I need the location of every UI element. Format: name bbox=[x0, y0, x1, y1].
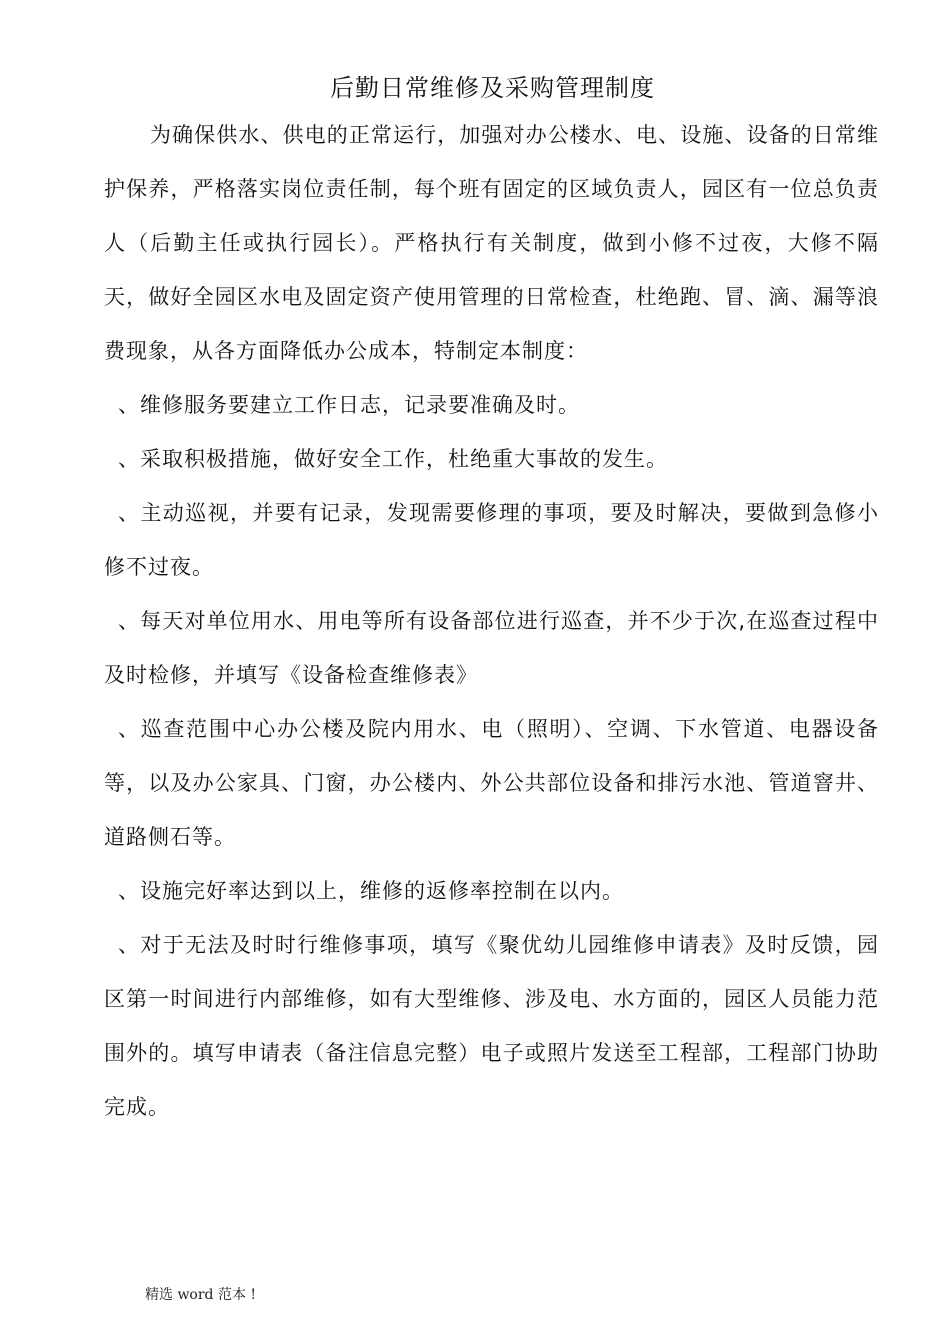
list-item: 、主动巡视，并要有记录，发现需要修理的事项，要及时解决，要做到急修小修不过夜。 bbox=[104, 501, 879, 579]
document-body bbox=[104, 108, 879, 1134]
intro-paragraph: 为确保供水、供电的正常运行，加强对办公楼水、电、设施、设备的日常维护保养，严格落实岗位责任制，每个班有固定的区域负责人，园区有一位总负责人（后勤主任或执行园长）。严格执行有关制度，做到小修不过夜，大修不隔天，做好全园区水电及固定资产使用管理的日常检查，杜绝跑、冒、滴、漏等浪费现象，从各方面降低办公成本，特制定本制度： bbox=[104, 123, 879, 363]
page-footer: 精选 word 范本 ! bbox=[145, 1287, 257, 1303]
list-item: 、对于无法及时时行维修事项，填写《聚优幼儿园维修申请表》及时反馈，园区第一时间进行内部维修，如有大型维修、涉及电、水方面的，园区人员能力范围外的。填写申请表（备注信息完整）电子或照片发送至工程部，工程部门协助完成。 bbox=[104, 933, 879, 1119]
list-item: 、采取积极措施，做好安全工作，杜绝重大事故的发生。 bbox=[118, 447, 668, 471]
document-title: 后勤日常维修及采购管理制度 bbox=[330, 74, 655, 102]
list-item: 、设施完好率达到以上，维修的返修率控制在以内。 bbox=[118, 879, 624, 903]
list-item: 、维修服务要建立工作日志，记录要准确及时。 bbox=[118, 393, 580, 417]
list-item: 、巡查范围中心办公楼及院内用水、电（照明）、空调、下水管道、电器设备等，以及办公家具、门窗，办公楼内、外公共部位设备和排污水池、管道窨井、道路侧石等。 bbox=[104, 717, 879, 849]
list-item: 、每天对单位用水、用电等所有设备部位进行巡查，并不少于次,在巡查过程中及时检修，并填写《设备检查维修表》 bbox=[104, 609, 879, 687]
